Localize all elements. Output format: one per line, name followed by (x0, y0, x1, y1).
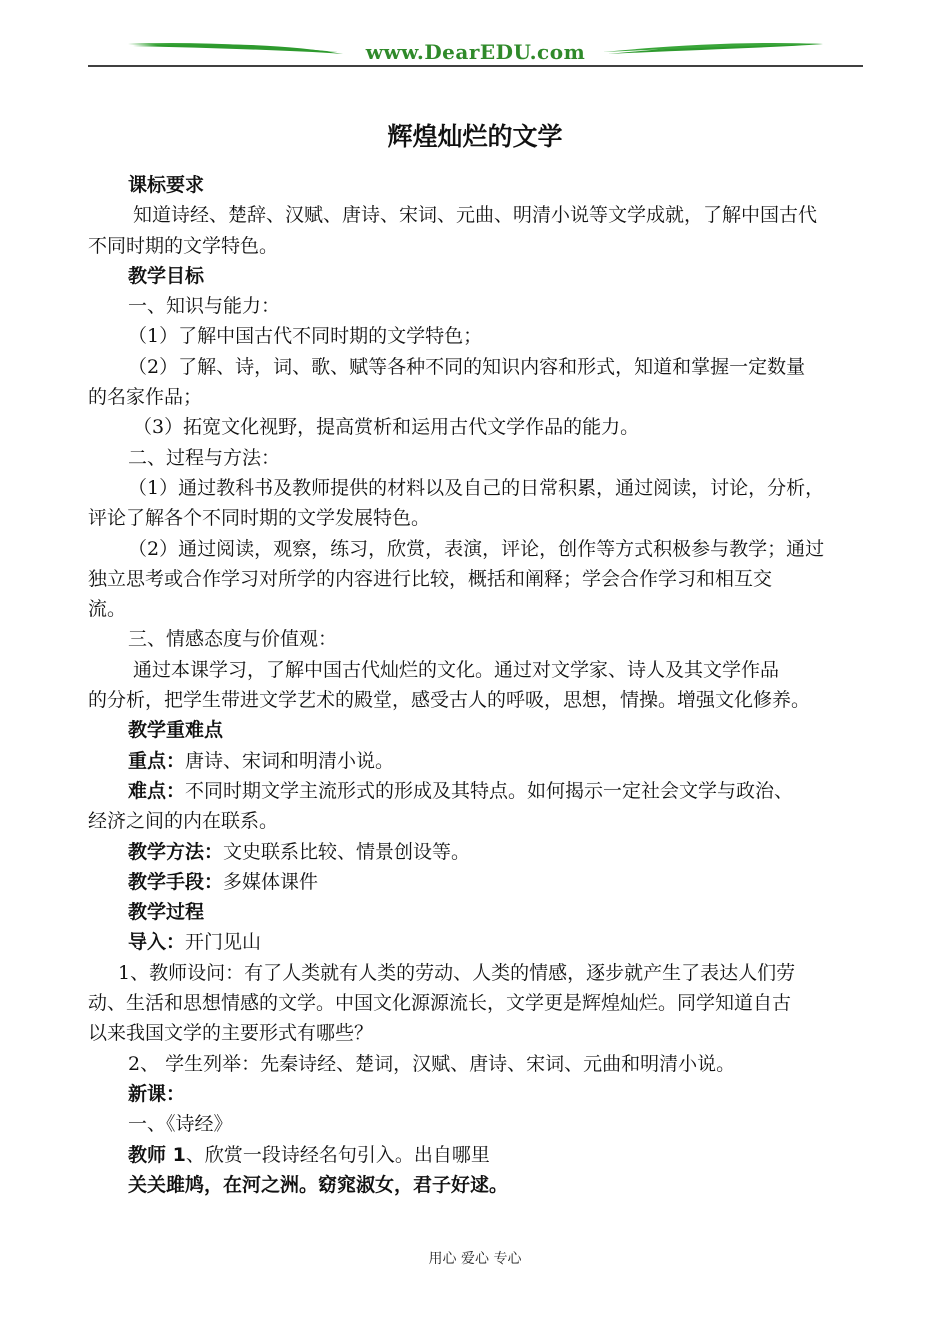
paragraph: 1、教师设问：有了人类就有人类的劳动、人类的情感，逐步就产生了表达人们劳 (118, 961, 796, 984)
label: 教师 1 (128, 1143, 186, 1166)
page-footer: 用心 爱心 专心 (428, 1251, 522, 1267)
text: 多媒体课件 (223, 870, 319, 893)
label: 导入： (128, 931, 186, 954)
text: 开门见山 (185, 931, 262, 954)
paragraph: 的名家作品； (88, 386, 203, 409)
paragraph: 动、生活和思想情感的文学。中国文化源源流长，文学更是辉煌灿烂。同学知道自古 (88, 992, 792, 1015)
paragraph: 经济之间的内在联系。 (88, 810, 279, 833)
subheading: 二、过程与方法： (128, 446, 281, 469)
teacher-activity (88, 1140, 863, 1170)
heading-key-points: 教学重难点 (128, 719, 224, 742)
label: 重点： (128, 749, 186, 772)
site-url[interactable]: www.DearEDU.com (365, 40, 586, 64)
key-point (88, 746, 863, 776)
paragraph: 通过本课学习，了解中国古代灿烂的文化。通过对文学家、诗人及其文学作品 (133, 658, 780, 681)
heading-new-lesson: 新课： (128, 1082, 186, 1105)
subheading: 三、情感态度与价值观： (128, 628, 338, 651)
paragraph: 独立思考或合作学习对所学的内容进行比较，概括和阐释；学会合作学习和相互交 (88, 567, 773, 590)
paragraph: （1）通过教科书及教师提供的材料以及自己的日常积累，通过阅读，讨论，分析， (128, 476, 825, 499)
text: 文史联系比较、情景创设等。 (223, 840, 471, 863)
paragraph: （1）了解中国古代不同时期的文学特色； (128, 325, 483, 348)
text: 不同时期文学主流形式的形成及其特点。如何揭示一定社会文学与政治、 (185, 779, 794, 802)
poem-quote: 关关雎鸠，在河之洲。窈窕淑女，君子好逑。 (128, 1173, 509, 1196)
paragraph: 2、 学生列举：先秦诗经、楚词，汉赋、唐诗、宋词、元曲和明清小说。 (128, 1052, 736, 1075)
paragraph: （3）拓宽文化视野，提高赏析和运用古代文学作品的能力。 (133, 416, 640, 439)
subheading: 一、《诗经》 (128, 1113, 233, 1136)
paragraph: 以来我国文学的主要形式有哪些？ (88, 1022, 374, 1045)
paragraph: 知道诗经、楚辞、汉赋、唐诗、宋词、元曲、明清小说等文学成就，了解中国古代 (133, 204, 818, 227)
paragraph: （2）了解、诗，词、歌、赋等各种不同的知识内容和形式，知道和掌握一定数量 (128, 355, 806, 378)
subheading: 一、知识与能力： (128, 295, 281, 318)
paragraph: 评论了解各个不同时期的文学发展特色。 (88, 507, 431, 530)
paragraph: 流。 (88, 598, 127, 621)
document-body (88, 170, 863, 1200)
difficulty (88, 776, 863, 806)
heading-process: 教学过程 (128, 901, 205, 924)
heading-objectives: 教学目标 (128, 264, 205, 287)
label: 教学方法： (128, 840, 224, 863)
site-header (88, 30, 863, 70)
paragraph: 的分析，把学生带进文学艺术的殿堂，感受古人的呼吸，思想，情操。增强文化修养。 (88, 689, 811, 712)
paragraph: 不同时期的文学特色。 (88, 234, 279, 257)
heading-curriculum: 课标要求 (128, 174, 205, 196)
means (88, 867, 863, 897)
text: 唐诗、宋词和明清小说。 (185, 749, 395, 772)
document-title: 辉煌灿烂的文学 (387, 122, 563, 151)
intro (88, 927, 863, 957)
text: 、欣赏一段诗经名句引入。出自哪里 (185, 1143, 490, 1166)
label: 难点： (128, 779, 186, 802)
method (88, 837, 863, 867)
paragraph: （2）通过阅读，观察，练习，欣赏，表演，评论，创作等方式积极参与教学；通过 (128, 537, 825, 560)
label: 教学手段： (128, 870, 224, 893)
